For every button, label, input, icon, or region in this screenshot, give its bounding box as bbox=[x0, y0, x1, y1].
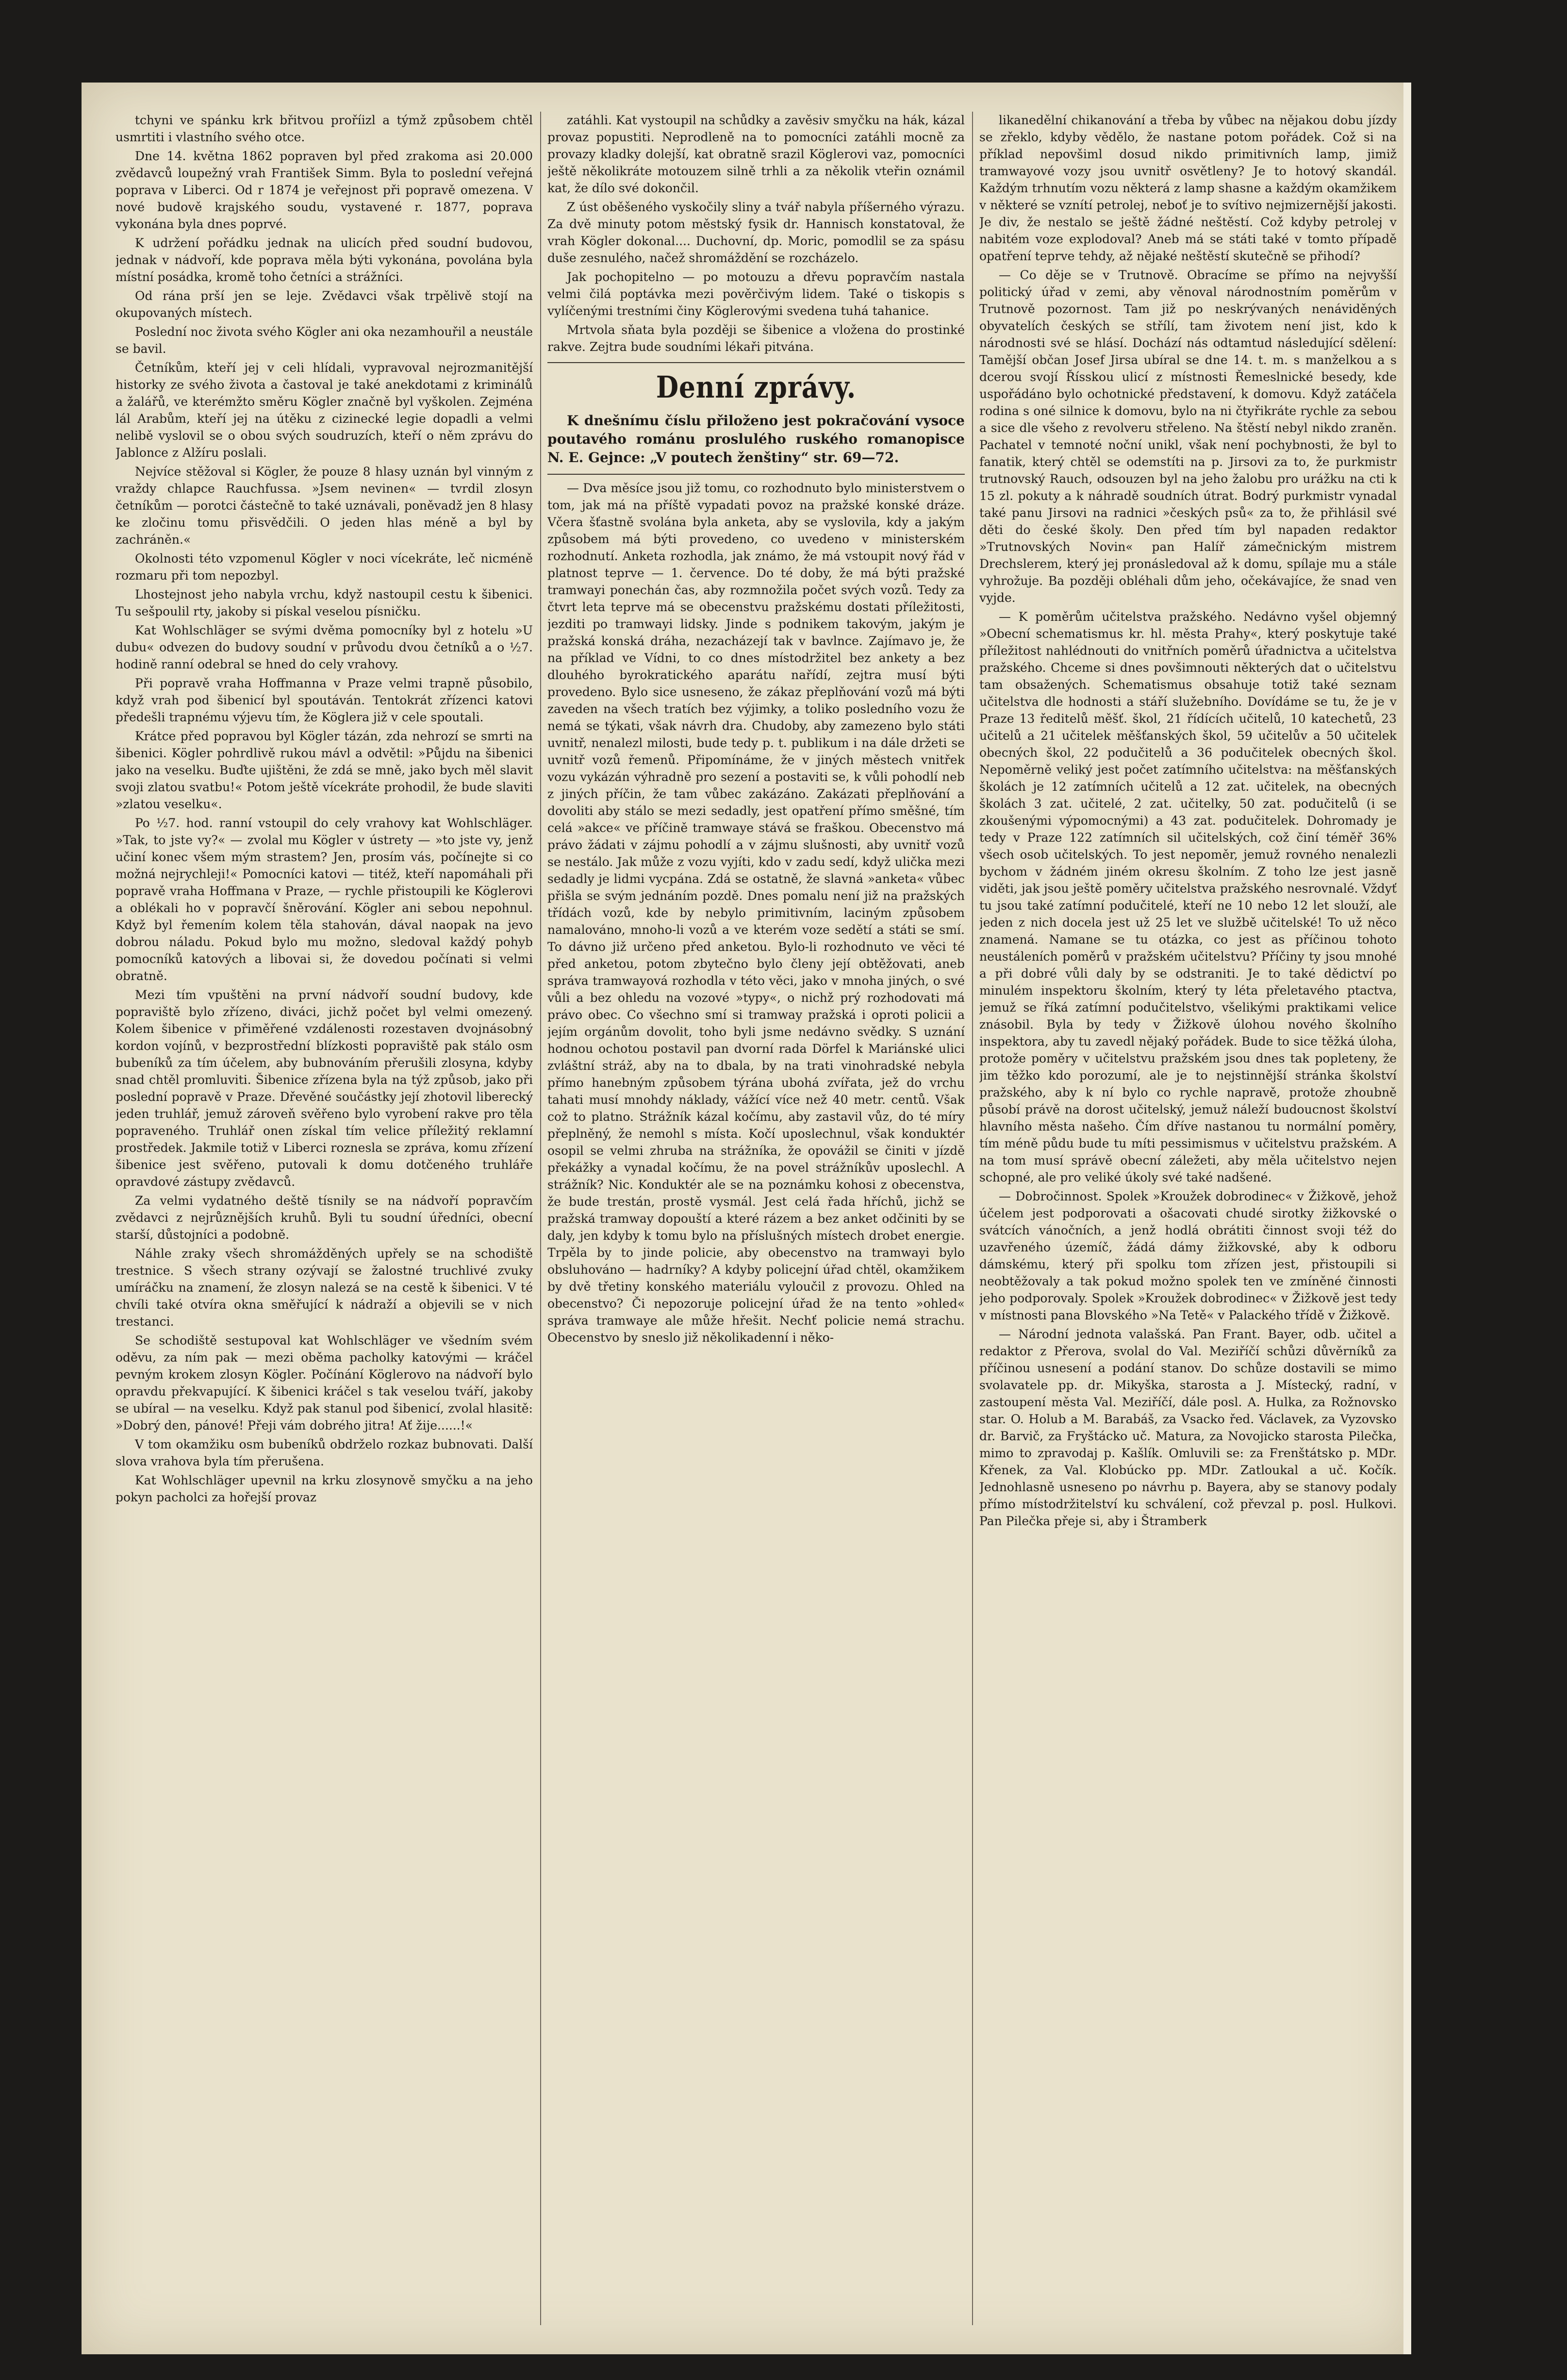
article-paragraph: Četníkům, kteří jej v celi hlídali, vypravoval nejrozmanitější historky ze svého života a častoval je také anekdotami z kriminálů a žalářů, ve kterémžto směru Kögler značně byl vyškolen. Zejména lál Arabům, kteří jej na útěku z cizinecké legie dopadli a velmi nelibě vyslovil se o obou svých soudruzích, kteří o něm zprávu do Jablonce z Alžíru poslali. bbox=[115, 361, 533, 460]
article-paragraph: Mrtvola sňata byla později se šibenice a vložena do prostinké rakve. Zejtra bude soudními lékaři pitvána. bbox=[547, 323, 965, 354]
article-paragraph: tchyni ve spánku krk břitvou proříizl a týmž způsobem chtěl usmrtiti i vlastního svého otce. bbox=[115, 113, 533, 144]
article-paragraph: — Dva měsíce jsou již tomu, co rozhodnuto bylo ministerstvem o tom, jak má na příště vypadati povoz na pražské konské dráze. Včera šťastně svolána byla anketa, aby se vyslovila, kdy a jakým způsobem má býti provedeno, co uvedeno v ministerském rozhodnutí. Anketa rozhodla, jak známo, že má vstoupit nový řád v platnost teprve — 1. července. Do té doby, že má býti pražské tramwayi ponechán čas, aby rozmnožila počet svých vozů. Tedy za čtvrt leta teprve má se obecenstvu pražskému dostati příležitosti, jezditi po tramwayi lidsky. Jinde s podnikem takovým, jakým je pražská konská dráha, nezacházejí tak v bavlnce. Zajímavo je, že na příklad ve Vídni, to co dnes místodržitel bez ankety a bez dlouhého byrokratického aparátu nařídí, zejtra musí býti provedeno. Bylo sice usneseno, že zákaz přeplňování vozů má býti zaveden na všech tratích bez výjimky, a toliko posledního vozu že nemá se týkati, však návrh dra. Chudoby, aby zamezeno bylo státi uvnitř, nenalezl milosti, bude tedy p. t. publikum i na dále držeti se uvnitř vozů řemenů. Připomínáme, že v jiných městech vnitřek vozu vykázán výhradně pro sezení a postaviti se, k vůli pohodlí neb z jiných příčin, že tam vůbec zakázáno. Zakázati přeplňování a dovoliti aby stálo se mezi sedadly, jest opatření přímo směšné, tím celá »akce« ve příčině tramwaye stává se fraškou. Obecenstvo má právo žádati v zájmu pohodlí a v zájmu slušnosti, aby uvnitř vozů se nestálo. Jak může z vozu vyjíti, kdo v zadu sedí, když ulička mezi sedadly je lidmi vycpána. Zdá se ostatně, že slavná »anketa« vůbec přišla se svým jednáním pozdě. Dnes pomalu není již na pražských třídách vozů, kde by nebylo primitivním, laciným způsobem namalováno, mnoho-li vozů a ve kterém voze sedětí a státi se smí. To dávno již určeno před anketou. Bylo-li rozhodnuto ve věci té před anketou, potom zbytečno bylo členy její obtěžovati, aneb správa tramwayová rozhodla v této věci, jako v mnoha jiných, o své vůli a bez ohledu na vozové »typy«, o nichž prý rozhodovati má právo obec. Co všechno smí si tramway pražská i oproti policii a jejím orgánům dovolit, toho byli jsme nedávno svědky. S uznání hodnou ochotou postavil pan dvorní rada Dörfel k Mariánské ulici zvláštní stráž, aby na to dbala, by na trati vinohradské nebyla přímo hanebným způsobem týrána ubohá zvířata, jež do vrchu tahati musí mnohdy náklady, vážící více než 40 metr. centů. Však což to platno. Strážník kázal kočímu, aby zastavil vůz, do té míry přeplněný, že nemohl s místa. Kočí uposlechnul, však konduktér osopil se velmi zhruba na strážníka, že opovážil se činiti v jízdě překážky a vynadal kočímu, že na povel strážníkův uposlechl. A strážník? Nic. Konduktér ale se na poznámku kohosi z obecenstva, že bude trestán, prostě vysmál. Jest celá řada hříchů, jichž se pražská tramway dopouští a které rázem a bez anket odčiniti by se daly, jen kdyby k tomu bylo na příslušných místech drobet energie. Trpěla by to jinde policie, aby obecenstvo na tramwayi bylo obsluhováno — hadrníky? A kdyby policejní úřad chtěl, okamžikem by dvě třetiny konského materiálu vyloučil z provozu. Ohled na obecenstvo? Či nepozoruje policejní úřad že na tento »ohled« správa tramwaye ale může hřešit. Nechť policie nemá strachu. Obecenstvo by sneslo již několikadenní i něko- bbox=[547, 481, 965, 1345]
article-paragraph: Z úst oběšeného vyskočily sliny a tvář nabyla příšerného výrazu. Za dvě minuty potom městský fysik dr. Hannisch konstatoval, že vrah Kögler dokonal.... Duchovní, dp. Moric, pomodlil se za spásu duše zesnulého, načež shromáždění se rozcházelo. bbox=[547, 200, 965, 265]
article-paragraph: Se schodiště sestupoval kat Wohlschläger ve všedním svém oděvu, za ním pak — mezi oběma pacholky katovými — kráčel pevným krokem zlosyn Kögler. Počínání Köglerovo na nádvoří bylo opravdu překvapující. K šibenici kráčel s tak veselou tváří, jakoby se ubíral — na veselku. Když pak stanul pod šibenicí, zvolal hlasitě: »Dobrý den, pánové! Přeji vám dobrého jitra! Ať žije......!« bbox=[115, 1333, 533, 1432]
article-paragraph: — K poměrům učitelstva pražského. Nedávno vyšel objemný »Obecní schematismus kr. hl. města Prahy«, který poskytuje také příležitost nahlédnouti do vnitřních poměrů úřadnictva a učitelstva pražského. Chceme si dnes povšimnouti některých dat o učitelstvu tam obsažených. Schematismus obsahuje totiž také seznam učitelstva dle hodnosti a stáří služebního. Dovídáme se tu, že je v Praze 13 ředitelů měšť. škol, 21 řídících učitelů, 10 katechetů, 23 učitelů a 21 učitelek měšťanských škol, 59 učitelův a 50 učitelek obecných škol, 22 podučitelů a 36 podučitelek obecných škol. Nepoměrně veliký jest počet zatímního učitelstva: na měšťanských školách je 12 zatímních učitelů a 12 zat. učitelek, na obecných školách 3 zat. učitelé, 2 zat. učitelky, 50 zat. podučitelů (i se zkoušenými výpomocnými) a 43 zat. podučitelek. Dohromady je tedy v Praze 122 zatímních sil učitelských, což činí téměř 36% všech osob učitelských. To jest nepoměr, jemuž rovného nenalezli bychom v žádném jiném okresu školním. Z toho lze jest jasně viděti, jak jsou ještě poměry učitelstva pražského nesrovnalé. Vždyť tu jsou také zatímní podučitelé, kteří ne 10 nebo 12 let slouží, ale jeden z nich docela jest už 25 let ve službě učitelské! To už něco znamená. Namane se tu otázka, co jest as příčinou tohoto neustáleních poměrů v pražském učitelstvu? Příčiny ty jsou mnohé a při dobré vůli daly by se odstraniti. Je to také dědictví po minulém inspektoru školním, který ty léta přeletavého ptactva, jemuž se říká zatímní podučitelstvo, všelikými praktikami velice znásobil. Byla by tedy v Žižkově úlohou nového školního inspektora, aby tu zavedl nějaký pořádek. Bude to sice těžká úloha, protože poměry v učitelstvu pražském jsou dnes tak popleteny, že jim těžko kdo porozumí, ale je to nejstinnější stránka školství pražského, aby k ní bylo co rychle napravě, protože zhoubně působí právě na dorost učitelský, jemuž náleží budoucnost školství hlavního města našeho. Čím dříve nastanou tu normální poměry, tím méně půdu bude tu míti pessimismus v učitelstvu pražském. A na tom musí správě obecní záležeti, aby měla učitelstvo nejen schopné, ale pro veliké úkoly své také nadšené. bbox=[979, 610, 1397, 1184]
article-paragraph: Náhle zraky všech shromážděných upřely se na schodiště trestnice. S všech strany ozývají se žalostné truchlivé zvuky umíráčku na znamení, že zlosyn nalezá se na cestě k šibenici. V té chvíli také otvíra okna směřující k nádraží a objevili se v nich trestanci. bbox=[115, 1247, 533, 1329]
article-paragraph: Od rána prší jen se leje. Zvědavci však trpělivě stojí na okupovaných místech. bbox=[115, 289, 533, 320]
article-paragraph: Kat Wohlschläger upevnil na krku zlosynově smyčku a na jeho pokyn pacholci za hořejší provaz bbox=[115, 1473, 533, 1504]
article-paragraph: Jak pochopitelno — po motouzu a dřevu popravčím nastala velmi čilá poptávka mezi pověrčivým lidem. Také o tiskopis s vylíčenými trestními činy Köglerovými svedena tuhá tahanice. bbox=[547, 270, 965, 318]
article-paragraph: Okolnosti této vzpomenul Kögler v noci vícekráte, leč nicméně rozmaru při tom nepozbyl. bbox=[115, 551, 533, 583]
supplement-notice: K dnešnímu číslu přiloženo jest pokračování vysoce poutavého románu proslulého ruského romanopisce N. E. Gejnce: „V poutech ženštiny“ str. 69—72. bbox=[547, 413, 965, 466]
newspaper-page bbox=[82, 83, 1411, 2354]
article-paragraph: Mezi tím vpuštěni na první nádvoří soudní budovy, kde popraviště bylo zřízeno, diváci, jichž počet byl velmi omezený. Kolem šibenice v přiměřené vzdálenosti rozestaven dvojnásobný kordon vojínů, v bezprostřední blízkosti popraviště pak stálo osm bubeníků za tím účelem, aby bubnováním přerušili zlosyna, kdyby snad chtěl promluviti. Šibenice zřízena byla na týž způsob, jako při poslední popravě v Praze. Dřevěné součástky její zhotovil liberecký jeden truhlář, jemuž zároveň svěřeno bylo vyrobení rakve pro těla popraveného. Truhlář onen získal tím velice příležitý reklamní prostředek. Jakmile totiž v Liberci roznesla se zpráva, komu zřízení šibenice jest svěřeno, putovali k domu dotčeného truhláře opravdové zástupy zvědavců. bbox=[115, 988, 533, 1189]
article-paragraph: Po ½7. hod. ranní vstoupil do cely vrahovy kat Wohlschläger. »Tak, to jste vy?« — zvolal mu Kögler v ústrety — »to jste vy, jenž učiní konec všem mým strastem? Jen, prosím vás, počínejte si co možná nejrychleji!« Pomocníci katovi — titéž, kteří napomáhali při popravě vraha Hoffmana v Praze, — rychle přistoupili ke Köglerovi a oblékali ho v popravčí šněrování. Kögler ani sebou nepohnul. Když byl řemením kolem těla stahován, dával naopak na jevo dobrou náladu. Pokud bylo mu možno, sledoval každý pohyb pomocníků katových a libovai si, že dovedou počínati si velmi obratně. bbox=[115, 816, 533, 983]
section-divider bbox=[547, 362, 965, 363]
article-paragraph: likanedělní chikanování a třeba by vůbec na nějakou dobu jízdy se zřeklo, kdyby vědělo, že nastane potom pořádek. Což si na příklad nepovšiml dosud nikdo primitivních lamp, jimiž tramwayové vozy jsou uvnitř osvětleny? Je to hotový skandál. Každým trhnutím vozu některá z lamp shasne a každým okamžikem v některé se vznítí petrolej, neboť je to svítivo nejmizernější jakosti. Je div, že nestalo se ještě žádné neštěstí. Což kdyby petrolej v nabitém voze explodoval? Aneb má se státi také v tomto případě opatření teprve tehdy, až nějaké neštěstí skutečně se přihodí? bbox=[979, 113, 1397, 263]
section-title: Denní zprávy. bbox=[656, 369, 857, 405]
article-paragraph: zatáhli. Kat vystoupil na schůdky a zavěsiv smyčku na hák, kázal provaz popustiti. Neprodleně na to pomocníci zatáhli mocně za provazy kladky dolejší, kat obratně srazil Köglerovi vaz, pomocníci ještě několikráte motouzem silně trhli a za několik vteřin oznámil kat, že dílo své dokončil. bbox=[547, 113, 965, 195]
column-divider bbox=[540, 112, 541, 2325]
article-paragraph: Za velmi vydatného deště tísnily se na nádvoří popravčím zvědavci z nejrůznějších kruhů. Byli tu soudní úředníci, obecní starší, důstojníci a podobně. bbox=[115, 1194, 533, 1242]
article-paragraph: Při popravě vraha Hoffmanna v Praze velmi trapně působilo, když vrah pod šibenicí byl spoutáván. Tentokrát zřízenci katovi předešli trapnému výjevu tím, že Köglera již v cele spoutali. bbox=[115, 676, 533, 724]
article-paragraph: Nejvíce stěžoval si Kögler, že pouze 8 hlasy uznán byl vinným z vraždy chlapce Rauchfussa. »Jsem nevinen« — tvrdil zlosyn četníkům — porotci částečně to také uznávali, poněvadž jen 8 hlasy ke zločinu tomu přisvědčili. O jeden hlas méně a byl by zachráněn.« bbox=[115, 465, 533, 547]
column-3 bbox=[979, 112, 1397, 2325]
column-1 bbox=[115, 112, 533, 2325]
scan-edge bbox=[1403, 83, 1411, 2354]
article-paragraph: Lhostejnost jeho nabyla vrchu, když nastoupil cestu k šibenici. Tu sešpoulil rty, jakoby si pískal veselou písničku. bbox=[115, 587, 533, 618]
article-paragraph: Kat Wohlschläger se svými dvěma pomocníky byl z hotelu »U dubu« odvezen do budovy soudní v průvodu dvou četníků a o ½7. hodině ranní odebral se hned do cely vrahovy. bbox=[115, 623, 533, 671]
column-divider bbox=[972, 112, 973, 2325]
article-paragraph: Dne 14. května 1862 popraven byl před zrakoma asi 20.000 zvědavců loupežný vrah František Simm. Byla to poslední veřejná poprava v Liberci. Od r 1874 je veřejnost při popravě omezena. V nové budově krajského soudu, vystavené r. 1877, poprava vykonána byla dnes poprvé. bbox=[115, 149, 533, 231]
article-paragraph: — Dobročinnost. Spolek »Kroužek dobrodinec« v Žižkově, jehož účelem jest podporovati a ošacovati chudé sirotky žižkovské o svátcích vánočních, a jenž hodlá obrátiti činnost svoji též do uzavřeného územíč, žádá dámy žižkovské, aby k odboru dámskému, který při spolku tom zřízen jest, přistoupili si neobtěžovaly a tak pokud možno spolek ten ve zmíněné činnosti jeho podporovaly. Spolek »Kroužek dobrodinec« v Žižkově jest tedy v místnosti pana Blovského »Na Tetě« v Palackého třídě v Žižkově. bbox=[979, 1189, 1397, 1322]
article-paragraph: Poslední noc života svého Kögler ani oka nezamhouřil a neustále se bavil. bbox=[115, 325, 533, 356]
notice-divider bbox=[547, 474, 965, 475]
article-paragraph: Krátce před popravou byl Kögler tázán, zda nehrozí se smrti na šibenici. Kögler pohrdlivě rukou mávl a odvětil: »Půjdu na šibenici jako na veselku. Buďte ujištěni, že zdá se mně, jako bych měl slavit svoji zlatou svatbu!« Potom ještě vícekráte prohodil, že bude slaviti »zlatou veselku«. bbox=[115, 729, 533, 811]
article-paragraph: K udržení pořádku jednak na ulicích před soudní budovou, jednak v nádvoří, kde poprava měla býti vykonána, povolána byla místní posádka, kromě toho četníci a strážníci. bbox=[115, 236, 533, 284]
article-paragraph: — Co děje se v Trutnově. Obracíme se přímo na nejvyšší politický úřad v zemi, aby věnoval národnostním poměrům v Trutnově pozornost. Tam již po neskrývaných nenáviděných obyvatelích českých se střílí, tam životem není jist, kdo k národnosti své se hlásí. Dochází nás odtamtud následující sdělení: Tamější občan Josef Jirsa ubíral se dne 14. t. m. s manželkou a s dcerou svojí Řísskou ulicí z místnosti Řemeslnické besedy, kde uspořádáno bylo ochotnické představení, k domovu. Když zatáčela rodina s oné silnice k domovu, bylo na ni čtyřikráte rychle za sebou a sice dle všeho z revolveru střeleno. Na štěstí nebyl nikdo zraněn. Pachatel v temnoté noční unikl, však není pochybnosti, že byl to fanatik, který chtěl se odemstíti na p. Jirsovi za to, že purkmistr trutnovský Rauch, odsouzen byl na jeho žalobu pro urážku na cti k 15 zl. pokuty a k náhradě soudních útrat. Bodrý purkmistr vynadal také panu Jirsovi na radnici »českých psů« za to, že přihlásil své děti do české školy. Den před tím byl napaden redaktor »Trutnovských Novin« pan Halíř zámečnickým mistrem Drechslerem, který jej pronásledoval až k domu, spílaje mu a stále vyhrožuje. Ba později obléhali dům jeho, očekávajíce, že snad ven vyjde. bbox=[979, 268, 1397, 605]
article-paragraph: V tom okamžiku osm bubeníků obdrželo rozkaz bubnovati. Další slova vrahova byla tím přerušena. bbox=[115, 1437, 533, 1468]
column-2 bbox=[547, 112, 965, 2325]
article-paragraph: — Národní jednota valašská. Pan Frant. Bayer, odb. učitel a redaktor z Přerova, svolal do Val. Meziříčí schůzi důvěrníků za příčinou usnesení a podání stanov. Do schůze dostavili se mimo svolavatele pp. dr. Mikyška, starosta a J. Místecký, radní, v zastoupení města Val. Meziříčí, dále posl. A. Hulka, za Rožnovsko star. O. Holub a M. Barabáš, za Vsacko řed. Václavek, za Vyzovsko dr. Barvič, za Fryštácko uč. Matura, za Novojicko starosta Pilečka, mimo to zpravodaj p. Kašlík. Omluvili se: za Frenštátsko p. MDr. Křenek, za Val. Klobúcko pp. MDr. Zatloukal a uč. Kočík. Jednohlasně usneseno po návrhu p. Bayera, aby se stanovy podaly přímo místodržitelství ku schválení, což převzal p. posl. Hulkovi. Pan Pilečka přeje si, aby i Štramberk bbox=[979, 1327, 1397, 1528]
